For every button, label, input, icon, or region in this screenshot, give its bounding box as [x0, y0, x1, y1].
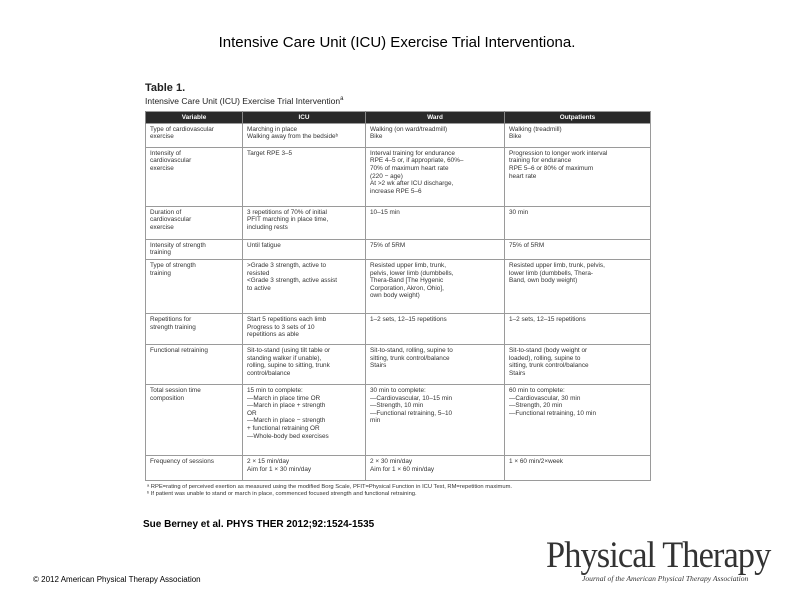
table-cell: Intensity of cardiovascular exercise — [146, 147, 243, 206]
table-cell: Sit-to-stand (using tilt table or standing walker if unable), rolling, supine to sitting, trunk control/balance — [243, 345, 366, 385]
table-figure — [145, 82, 650, 498]
table-row — [146, 206, 651, 239]
table-cell: Sit-to-stand (body weight or loaded), rolling, supine to sitting, trunk control/balance Stairs — [505, 345, 651, 385]
table-cell: Target RPE 3–5 — [243, 147, 366, 206]
footnote: ᵃ RPE=rating of perceived exertion as measured using the modified Borg Scale, PFIT=Physical Function in ICU Test, RM=repetition maximum. — [147, 484, 513, 491]
column-header: Outpatients — [505, 111, 651, 123]
table-cell: Repetitions for strength training — [146, 314, 243, 345]
table-cell: Progression to longer work interval training for endurance RPE 5–6 or 80% of maximum heart rate — [505, 147, 651, 206]
table-row — [146, 123, 651, 147]
table-cell: 15 min to complete: —March in place time OR —March in place + strength OR —March in place − strength + functional retraining OR —Whole-body bed exercises — [243, 385, 366, 456]
table-cell: Type of strength training — [146, 260, 243, 314]
copyright: © 2012 American Physical Therapy Association — [33, 575, 201, 584]
table-cell: Interval training for endurance RPE 4–5 or, if appropriate, 60%– 70% of maximum heart rate (220 − age) At >2 wk after ICU discharge, increase RPE 5–6 — [366, 147, 505, 206]
table-cell: 1–2 sets, 12–15 repetitions — [366, 314, 505, 345]
journal-logo — [546, 537, 782, 587]
table-cell: Frequency of sessions — [146, 456, 243, 481]
table-cell: Intensity of strength training — [146, 239, 243, 259]
table-cell: 60 min to complete: —Cardiovascular, 30 min —Strength, 20 min —Functional retraining, 10 min — [505, 385, 651, 456]
column-header: ICU — [243, 111, 366, 123]
table-row — [146, 385, 651, 456]
table-cell: 2 × 15 min/day Aim for 1 × 30 min/day — [243, 456, 366, 481]
table-cell: Total session time composition — [146, 385, 243, 456]
table-row — [146, 239, 651, 259]
table-header-row — [146, 111, 651, 123]
table-row — [146, 314, 651, 345]
footnote: ᵇ If patient was unable to stand or march in place, commenced focused strength and functional retraining. — [147, 491, 417, 498]
citation: Sue Berney et al. PHYS THER 2012;92:1524-1535 — [143, 519, 375, 530]
table-cell: Walking (treadmill) Bike — [505, 123, 651, 147]
table-cell: 75% of 5RM — [366, 239, 505, 259]
journal-logo-subtitle: Journal of the American Physical Therapy Association — [582, 574, 749, 583]
table-cell: 10–15 min — [366, 206, 505, 239]
table-cell: Start 5 repetitions each limb Progress to 3 sets of 10 repetitions as able — [243, 314, 366, 345]
table-row — [146, 147, 651, 206]
table-cell: Resisted upper limb, trunk, pelvis, lower limb (dumbbells, Thera- Band, own body weight) — [505, 260, 651, 314]
table-footnotes — [145, 484, 650, 498]
slide-title: Intensive Care Unit (ICU) Exercise Trial Interventiona. — [218, 34, 576, 51]
table-caption-marker: a — [340, 96, 344, 102]
table-cell: 1 × 60 min/2×week — [505, 456, 651, 481]
table-cell: Sit-to-stand, rolling, supine to sitting, trunk control/balance Stairs — [366, 345, 505, 385]
table-cell: Resisted upper limb, trunk, pelvis, lower limb (dumbbells, Thera-Band [The Hygenic Corporation, Akron, Ohio], own body weight) — [366, 260, 505, 314]
table-cell: Duration of cardiovascular exercise — [146, 206, 243, 239]
table-cell: >Grade 3 strength, active to resisted <Grade 3 strength, active assist to active — [243, 260, 366, 314]
table-cell: Functional retraining — [146, 345, 243, 385]
table-caption-text: Intensive Care Unit (ICU) Exercise Trial Intervention — [145, 95, 341, 106]
table-cell: Walking (on ward/treadmill) Bike — [366, 123, 505, 147]
table-row — [146, 345, 651, 385]
table-caption — [145, 94, 650, 107]
table-cell: 75% of 5RM — [505, 239, 651, 259]
table-cell: Until fatigue — [243, 239, 366, 259]
table-cell: 2 × 30 min/day Aim for 1 × 60 min/day — [366, 456, 505, 481]
table-row — [146, 456, 651, 481]
table-label: Table 1. — [145, 82, 186, 94]
table-cell: 1–2 sets, 12–15 repetitions — [505, 314, 651, 345]
exercise-trial-table — [145, 111, 651, 481]
table-cell: 30 min to complete: —Cardiovascular, 10–15 min —Strength, 10 min —Functional retraining, 5–10 min — [366, 385, 505, 456]
column-header: Ward — [366, 111, 505, 123]
table-cell: 3 repetitions of 70% of initial PFIT marching in place time, including rests — [243, 206, 366, 239]
journal-logo-title: Physical Therapy — [546, 535, 771, 576]
column-header: Variable — [146, 111, 243, 123]
table-row — [146, 260, 651, 314]
table-cell: Type of cardiovascular exercise — [146, 123, 243, 147]
table-body — [146, 123, 651, 480]
table-cell: Marching in place Walking away from the bedsideᵇ — [243, 123, 366, 147]
table-cell: 30 min — [505, 206, 651, 239]
